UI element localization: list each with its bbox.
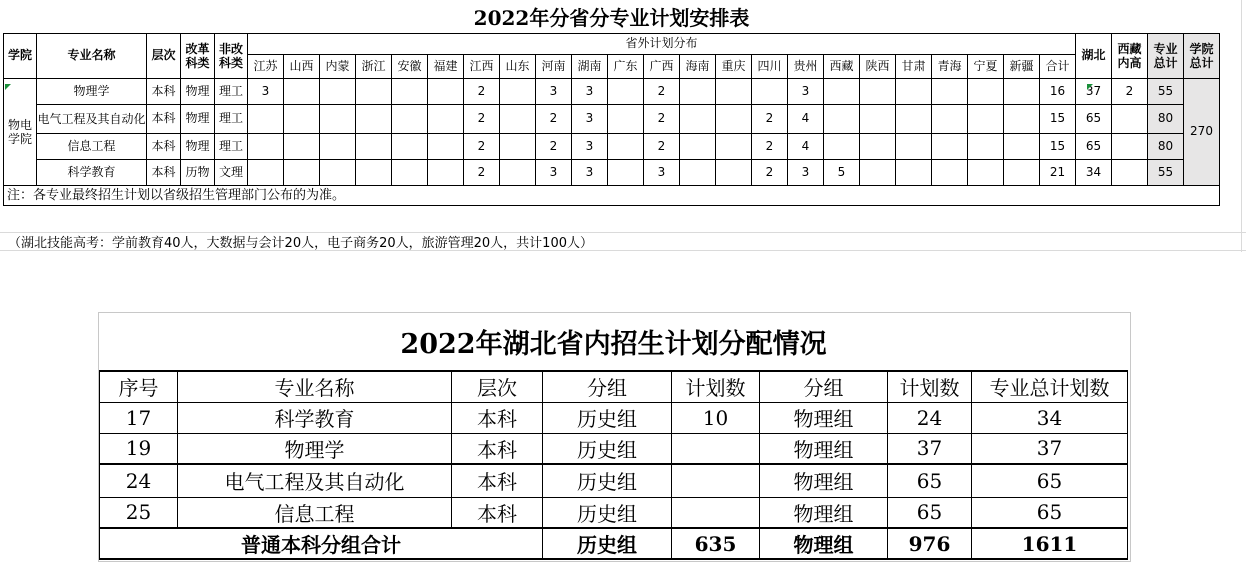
hubei-plan-sheet	[98, 312, 1131, 562]
outside-sum: 15	[1040, 133, 1076, 159]
cell-comment-marker	[5, 84, 11, 90]
header-level: 层次	[147, 33, 181, 78]
province-plan-cell	[824, 104, 860, 133]
cell-plan1	[672, 433, 760, 464]
province-plan-cell: 2	[644, 133, 680, 159]
province-plan-cell	[1004, 133, 1040, 159]
level-cell: 本科	[147, 133, 181, 159]
hubei-plan: 65	[1076, 104, 1112, 133]
cell-level: 本科	[452, 433, 543, 464]
nonreform-category: 理工	[215, 104, 248, 133]
province-plan-cell	[860, 133, 896, 159]
province-header: 广东	[608, 54, 644, 78]
sheet-note: 注：各专业最终招生计划以省级招生管理部门公布的为准。	[4, 185, 1220, 205]
cell-comment-marker	[1087, 84, 1093, 90]
header-major-total: 专业总计划数	[972, 371, 1128, 402]
province-header: 宁夏	[968, 54, 1004, 78]
province-plan-cell: 2	[644, 104, 680, 133]
province-plan-cell	[824, 133, 860, 159]
province-plan-cell	[896, 159, 932, 185]
plan-row	[4, 159, 1220, 185]
province-plan-cell	[356, 78, 392, 104]
cell-major: 信息工程	[178, 497, 452, 528]
province-plan-cell	[248, 159, 284, 185]
cell-plan1	[672, 497, 760, 528]
cell-total: 37	[972, 433, 1128, 464]
province-plan-cell	[356, 133, 392, 159]
cell-group2: 物理组	[760, 464, 888, 497]
cell-major: 电气工程及其自动化	[178, 464, 452, 497]
total-plan-all: 1611	[972, 528, 1128, 559]
header-plan-physics: 计划数	[888, 371, 972, 402]
province-plan-cell	[1004, 104, 1040, 133]
level-cell: 本科	[147, 78, 181, 104]
cell-plan2: 65	[888, 497, 972, 528]
cell-plan1: 10	[672, 402, 760, 433]
province-plan-cell: 2	[464, 133, 500, 159]
tibet-plan: 2	[1112, 78, 1148, 104]
province-header: 青海	[932, 54, 968, 78]
province-plan-rows	[4, 78, 1220, 185]
province-plan-cell	[932, 133, 968, 159]
reform-category: 物理	[181, 104, 215, 133]
reform-category: 历物	[181, 159, 215, 185]
province-plan-cell: 3	[248, 78, 284, 104]
table-row	[100, 464, 1128, 497]
level-cell: 本科	[147, 159, 181, 185]
province-header: 湖南	[572, 54, 608, 78]
reform-category: 物理	[181, 133, 215, 159]
total-label: 普通本科分组合计	[100, 528, 543, 559]
province-plan-cell: 3	[572, 104, 608, 133]
province-plan-cell	[608, 159, 644, 185]
hubei-plan: 65	[1076, 133, 1112, 159]
college-name: 物电学院	[4, 78, 37, 185]
province-plan-cell	[284, 133, 320, 159]
province-plan-cell	[968, 78, 1004, 104]
province-plan-cell: 2	[464, 78, 500, 104]
cell-plan1	[672, 464, 760, 497]
province-plan-cell: 5	[824, 159, 860, 185]
cell-group1: 历史组	[543, 402, 672, 433]
cell-no: 17	[100, 402, 178, 433]
province-plan-cell	[968, 104, 1004, 133]
header-major: 专业名称	[178, 371, 452, 402]
cell-no: 25	[100, 497, 178, 528]
level-cell: 本科	[147, 104, 181, 133]
cell-level: 本科	[452, 464, 543, 497]
province-plan-cell: 3	[572, 159, 608, 185]
table-row	[100, 402, 1128, 433]
major-name: 科学教育	[37, 159, 147, 185]
major-name: 物理学	[37, 78, 147, 104]
outside-sum: 16	[1040, 78, 1076, 104]
cell-plan2: 37	[888, 433, 972, 464]
province-plan-cell	[320, 104, 356, 133]
province-plan-cell	[284, 104, 320, 133]
outside-sum: 15	[1040, 104, 1076, 133]
province-plan-cell	[608, 78, 644, 104]
province-plan-cell	[680, 104, 716, 133]
province-plan-cell: 2	[536, 133, 572, 159]
cell-group2: 物理组	[760, 402, 888, 433]
header-plan-history: 计划数	[672, 371, 760, 402]
total-group-history: 历史组	[543, 528, 672, 559]
province-plan-cell	[968, 133, 1004, 159]
hubei-plan: 37	[1076, 78, 1112, 104]
plan-row	[4, 78, 1220, 104]
province-plan-cell	[860, 159, 896, 185]
province-plan-cell	[284, 159, 320, 185]
major-total: 55	[1148, 78, 1184, 104]
nonreform-category: 文理	[215, 159, 248, 185]
province-plan-cell: 2	[752, 104, 788, 133]
cell-total: 65	[972, 497, 1128, 528]
province-plan-cell: 3	[644, 159, 680, 185]
tibet-plan	[1112, 133, 1148, 159]
province-plan-cell	[896, 104, 932, 133]
province-plan-cell: 2	[644, 78, 680, 104]
province-plan-cell	[356, 104, 392, 133]
province-plan-cell: 3	[572, 78, 608, 104]
major-name: 信息工程	[37, 133, 147, 159]
province-plan-cell	[932, 78, 968, 104]
province-plan-cell: 3	[536, 159, 572, 185]
cell-level: 本科	[452, 497, 543, 528]
cell-no: 19	[100, 433, 178, 464]
province-plan-cell	[608, 133, 644, 159]
province-plan-cell	[428, 133, 464, 159]
province-plan-cell	[896, 78, 932, 104]
province-plan-cell: 2	[464, 159, 500, 185]
province-plan-cell: 2	[464, 104, 500, 133]
province-plan-cell	[320, 78, 356, 104]
province-plan-cell: 3	[788, 159, 824, 185]
header-major: 专业名称	[37, 33, 147, 78]
province-plan-cell: 4	[788, 104, 824, 133]
major-total: 80	[1148, 133, 1184, 159]
outside-sum: 21	[1040, 159, 1076, 185]
province-plan-cell: 3	[536, 78, 572, 104]
table-row	[100, 433, 1128, 464]
plan-row	[4, 133, 1220, 159]
plan-sheet	[0, 0, 1246, 252]
province-header: 内蒙	[320, 54, 356, 78]
nonreform-category: 理工	[215, 78, 248, 104]
province-plan-cell	[500, 104, 536, 133]
province-plan-cell	[284, 78, 320, 104]
header-hubei: 湖北	[1076, 33, 1112, 78]
cell-group2: 物理组	[760, 433, 888, 464]
province-plan-cell	[860, 78, 896, 104]
header-college: 学院	[4, 33, 37, 78]
cell-plan2: 65	[888, 464, 972, 497]
province-plan-cell	[1004, 78, 1040, 104]
sheet-title: 2022年分省分专业计划安排表	[4, 5, 1220, 33]
header-level: 层次	[452, 371, 543, 402]
province-header: 山西	[284, 54, 320, 78]
province-plan-cell	[824, 78, 860, 104]
hubei-plan-rows	[100, 402, 1128, 528]
hubei-title: 2022年湖北省内招生计划分配情况	[100, 313, 1128, 371]
province-plan-cell	[680, 78, 716, 104]
province-plan-cell	[680, 159, 716, 185]
province-plan-cell	[932, 159, 968, 185]
province-plan-cell	[716, 78, 752, 104]
province-plan-cell	[500, 133, 536, 159]
province-plan-cell	[716, 104, 752, 133]
province-plan-cell	[392, 133, 428, 159]
province-header: 新疆	[1004, 54, 1040, 78]
province-plan-cell: 3	[788, 78, 824, 104]
header-tibet: 西藏内高	[1112, 33, 1148, 78]
province-plan-cell: 3	[572, 133, 608, 159]
skills-exam-note: （湖北技能高考：学前教育40人，大数据与会计20人，电子商务20人，旅游管理20人，共计100人）	[8, 236, 593, 251]
province-header: 江西	[464, 54, 500, 78]
province-plan-cell: 4	[788, 133, 824, 159]
major-name: 电气工程及其自动化	[37, 104, 147, 133]
province-plan-cell	[716, 159, 752, 185]
province-header: 广西	[644, 54, 680, 78]
cell-major: 物理学	[178, 433, 452, 464]
province-plan-table	[3, 5, 1220, 206]
province-plan-cell	[392, 78, 428, 104]
header-major-total: 专业总计	[1148, 33, 1184, 78]
major-total: 55	[1148, 159, 1184, 185]
province-plan-cell	[248, 104, 284, 133]
reform-category: 物理	[181, 78, 215, 104]
cell-total: 34	[972, 402, 1128, 433]
header-reform: 改革科类	[181, 33, 215, 78]
province-plan-cell	[716, 133, 752, 159]
cell-level: 本科	[452, 402, 543, 433]
province-plan-cell	[356, 159, 392, 185]
province-plan-cell: 2	[752, 133, 788, 159]
province-plan-cell	[932, 104, 968, 133]
cell-no: 24	[100, 464, 178, 497]
province-plan-cell	[248, 133, 284, 159]
table-row	[100, 497, 1128, 528]
province-header: 河南	[536, 54, 572, 78]
province-plan-cell: 2	[752, 159, 788, 185]
province-plan-cell	[320, 159, 356, 185]
header-group-history: 分组	[543, 371, 672, 402]
province-plan-cell	[428, 104, 464, 133]
province-plan-cell	[680, 133, 716, 159]
province-header: 江苏	[248, 54, 284, 78]
province-header: 陕西	[860, 54, 896, 78]
province-header: 浙江	[356, 54, 392, 78]
cell-major: 科学教育	[178, 402, 452, 433]
province-plan-cell	[968, 159, 1004, 185]
province-plan-cell	[896, 133, 932, 159]
province-plan-cell	[392, 159, 428, 185]
cell-group2: 物理组	[760, 497, 888, 528]
province-header: 合计	[1040, 54, 1076, 78]
province-header: 西藏	[824, 54, 860, 78]
province-plan-cell	[428, 159, 464, 185]
hubei-plan-table	[99, 313, 1128, 560]
cell-group1: 历史组	[543, 433, 672, 464]
province-plan-cell	[320, 133, 356, 159]
total-plan-physics: 976	[888, 528, 972, 559]
cell-group1: 历史组	[543, 464, 672, 497]
hubei-plan: 34	[1076, 159, 1112, 185]
province-header: 福建	[428, 54, 464, 78]
province-header: 甘肃	[896, 54, 932, 78]
province-header: 安徽	[392, 54, 428, 78]
total-plan-history: 635	[672, 528, 760, 559]
header-group-physics: 分组	[760, 371, 888, 402]
province-header: 贵州	[788, 54, 824, 78]
cell-plan2: 24	[888, 402, 972, 433]
major-total: 80	[1148, 104, 1184, 133]
header-outside-plan: 省外计划分布	[248, 33, 1076, 54]
province-plan-cell	[500, 159, 536, 185]
tibet-plan	[1112, 104, 1148, 133]
province-header: 四川	[752, 54, 788, 78]
province-plan-cell	[752, 78, 788, 104]
province-plan-cell	[428, 78, 464, 104]
province-header: 重庆	[716, 54, 752, 78]
province-header: 海南	[680, 54, 716, 78]
nonreform-category: 理工	[215, 133, 248, 159]
header-college-total: 学院总计	[1184, 33, 1220, 78]
province-header: 山东	[500, 54, 536, 78]
total-group-physics: 物理组	[760, 528, 888, 559]
cell-group1: 历史组	[543, 497, 672, 528]
header-no: 序号	[100, 371, 178, 402]
province-plan-cell	[500, 78, 536, 104]
province-plan-cell	[608, 104, 644, 133]
tibet-plan	[1112, 159, 1148, 185]
province-plan-cell	[1004, 159, 1040, 185]
plan-row	[4, 104, 1220, 133]
province-plan-cell	[392, 104, 428, 133]
header-nonreform: 非改科类	[215, 33, 248, 78]
college-total: 270	[1184, 78, 1220, 185]
province-plan-cell	[860, 104, 896, 133]
province-plan-cell: 2	[536, 104, 572, 133]
cell-total: 65	[972, 464, 1128, 497]
